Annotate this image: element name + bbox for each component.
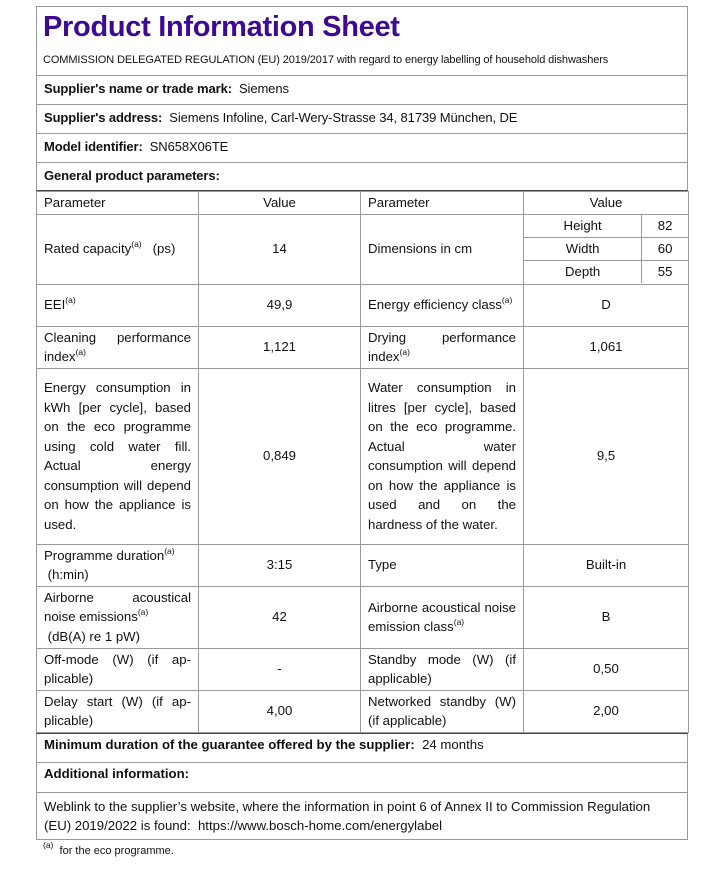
column-header-parameter: Parameter — [37, 192, 199, 215]
width-value: 60 — [642, 238, 688, 261]
general-parameters-row — [36, 162, 688, 191]
energy-consumption-value: 0,849 — [199, 368, 361, 544]
noise-class-value: B — [524, 586, 689, 648]
noise-class-label: Airborne acoustical noise emission class$^{(a)}$ — [361, 586, 524, 648]
energy-class-label: Energy efficiency class$^{(a)}$ — [361, 284, 524, 326]
energy-class-value: D — [524, 284, 689, 326]
footnote-marker: (a) — [75, 347, 86, 357]
additional-information-row — [36, 763, 688, 793]
dimension-row-depth — [524, 261, 688, 284]
footnote-marker: (a) — [43, 839, 54, 850]
column-header-value-2: Value — [524, 192, 689, 215]
footnote-marker: (a) — [131, 239, 142, 250]
supplier-name-row — [36, 75, 688, 104]
eei-value: 49,9 — [199, 284, 361, 326]
cleaning-index-value: 1,121 — [199, 326, 361, 368]
depth-value: 55 — [642, 261, 688, 284]
supplier-address-label: Supplier's address: — [44, 110, 163, 125]
height-value: 82 — [642, 215, 688, 238]
standby-mode-value: 0,50 — [524, 648, 689, 690]
water-consumption-value: 9,5 — [524, 368, 689, 544]
product-information-sheet — [36, 6, 688, 857]
footnote-marker: (a) — [164, 545, 175, 556]
dimension-row-width — [524, 238, 688, 261]
type-label: Type — [361, 544, 524, 586]
footnote-marker: (a) — [137, 607, 149, 618]
delay-start-value: 4,00 — [199, 690, 361, 732]
weblink-url[interactable]: https://www.bosch-home.com/energylabel — [197, 818, 443, 833]
table-row — [37, 326, 689, 368]
model-identifier-label: Model identifier: — [44, 139, 143, 154]
rated-capacity-value: 14 — [199, 214, 361, 284]
programme-duration-label: Programme duration$^{(a)}$ (h:min) — [37, 544, 199, 586]
dimension-row-height — [524, 215, 688, 238]
height-label: Height — [524, 215, 642, 238]
noise-emissions-value: 42 — [199, 586, 361, 648]
table-row — [37, 648, 689, 690]
footnote — [36, 840, 688, 857]
off-mode-label: Off-mode (W) (if applicable) — [37, 648, 199, 690]
programme-duration-value: 3:15 — [199, 544, 361, 586]
additional-information-label: Additional information: — [44, 765, 190, 781]
footnote-marker: (a) — [453, 617, 465, 627]
eei-label: EEI$^{(a)}$ — [37, 284, 199, 326]
guarantee-label: Minimum duration of the guarantee offered by the supplier: — [44, 736, 415, 752]
regulation-subtitle: COMMISSION DELEGATED REGULATION (EU) 2019/2017 with regard to energy labelling of household dishwashers — [43, 54, 609, 66]
type-value: Built-in — [524, 544, 689, 586]
parameters-table — [36, 191, 689, 733]
footnote-marker: (a) — [399, 347, 410, 357]
supplier-address-value: Siemens Infoline, Carl-Wery-Strasse 34, 81739 München, DE — [169, 110, 518, 125]
table-header-row — [37, 192, 689, 215]
footnote-marker: (a) — [501, 295, 513, 306]
drying-index-label: Drying performance index$^{(a)}$ — [361, 326, 524, 368]
drying-index-value: 1,061 — [524, 326, 689, 368]
width-label: Width — [524, 238, 642, 261]
guarantee-row — [36, 733, 688, 763]
delay-start-label: Delay start (W) (if applicable) — [37, 690, 199, 732]
cleaning-index-label: Cleaning performance index$^{(a)}$ — [37, 326, 199, 368]
page-title: Product Information Sheet — [43, 11, 400, 43]
dimensions-label: Dimensions in cm — [361, 214, 524, 284]
table-row — [37, 544, 689, 586]
weblink-row — [36, 793, 688, 840]
header — [36, 6, 688, 75]
dimensions-table — [524, 215, 688, 283]
energy-consumption-label: Energy consumption in kWh [per cycle], based on the eco programme using cold water fill. Actual energy consumption will depend on how the appliance is used. — [37, 368, 199, 544]
supplier-name-label: Supplier's name or trade mark: — [44, 81, 232, 96]
networked-standby-value: 2,00 — [524, 690, 689, 732]
dimensions-value — [524, 214, 689, 284]
rated-capacity-label: Rated capacity$^{(a)}$ (ps) — [37, 214, 199, 284]
supplier-address-row — [36, 104, 688, 133]
footnote-text: for the eco programme. — [59, 844, 174, 857]
general-parameters-label: General product parameters: — [44, 168, 220, 183]
off-mode-value: - — [199, 648, 361, 690]
table-row — [37, 284, 689, 326]
table-row — [37, 368, 689, 544]
column-header-value: Value — [199, 192, 361, 215]
footnote-marker: (a) — [65, 295, 76, 306]
table-row — [37, 586, 689, 648]
model-identifier-value: SN658X06TE — [149, 139, 229, 154]
water-consumption-label: Water consumption in litres [per cycle], based on the eco programme. Actual water consumption will depend on how the appliance is used and on the hardness of the water. — [361, 368, 524, 544]
supplier-name-value: Siemens — [238, 81, 289, 96]
column-header-parameter-2: Parameter — [361, 192, 524, 215]
table-row — [37, 214, 689, 284]
model-identifier-row — [36, 133, 688, 162]
noise-emissions-label: Airborne acoustical noise emissions$^{(a)}$ (dB(A) re 1 pW) — [37, 586, 199, 648]
standby-mode-label: Standby mode (W) (if applicable) — [361, 648, 524, 690]
networked-standby-label: Networked standby (W) (if applicable) — [361, 690, 524, 732]
depth-label: Depth — [524, 261, 642, 284]
weblink-text: Weblink to the supplier’s website, where the information in point 6 of Annex II to Commission Regulation (EU) 2019/2022 is found: — [44, 798, 651, 833]
guarantee-value: 24 months — [422, 736, 484, 752]
table-row — [37, 690, 689, 732]
